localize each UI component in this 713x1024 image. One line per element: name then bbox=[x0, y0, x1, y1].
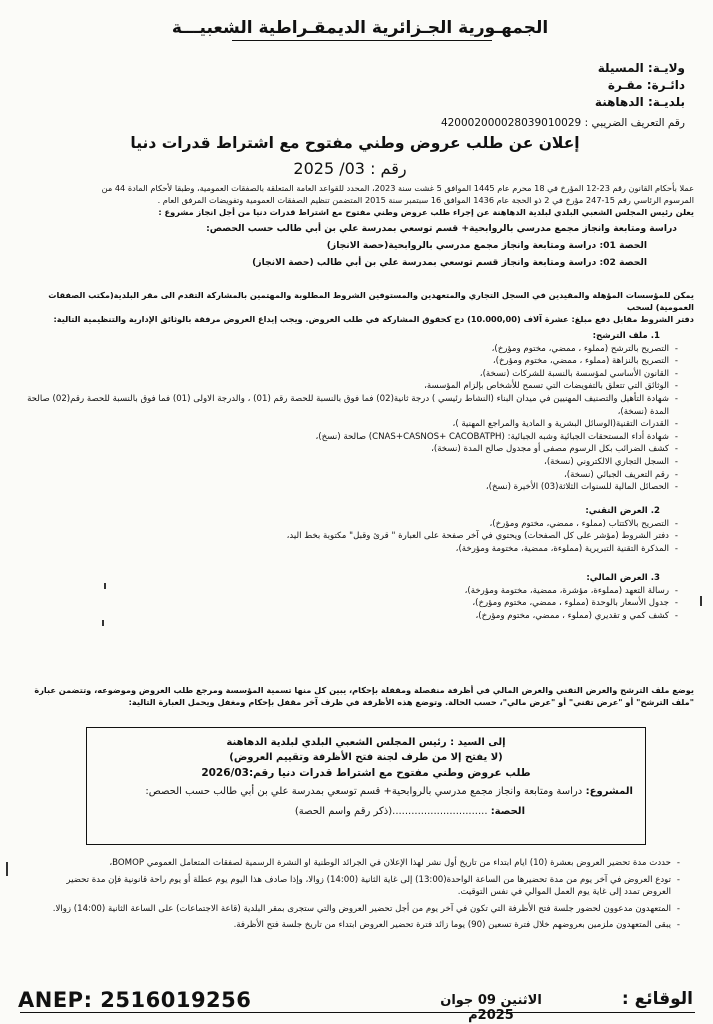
list-item: - الحصائل المالية للسنوات الثلاثة(03) الأخيرة (نسخ)، bbox=[22, 481, 678, 494]
note-item: - حددت مدة تحضير العروض بعشرة (10) ايام ابتداء من تاريخ أول نشر لهذا الإعلان في الجرائد الوطنية او النشرة الرسمية لصفقات المتعامل العمومي BOMOP، bbox=[40, 857, 680, 870]
list-item: - القانون الأساسي لمؤسسة بالنسبة للشركات (نسخة)، bbox=[22, 368, 678, 381]
box-no-open: (لا يفتح إلا من طرف لجنة فتح الأظرفة وتقييم العروض) bbox=[229, 752, 503, 763]
list-item: - المذكرة التقنية التبريرية (مملوءة، ممضية، مختومة ومؤرخة)، bbox=[22, 543, 678, 556]
list-item: - كشف الضرائب بكل الرسوم مصفى أو مجدول صالح المدة (نسخة)، bbox=[22, 443, 678, 456]
project-block bbox=[37, 222, 677, 269]
section-1-title: 1. ملف الترشح: bbox=[592, 331, 660, 341]
republic-title: الجمهـورية الجـزائرية الديمقـراطية الشعبيـــة bbox=[171, 18, 549, 38]
box-lot-line bbox=[87, 803, 645, 821]
intro-paragraph bbox=[22, 182, 694, 218]
list-item: - رقم التعريف الجبائي (نسخة)، bbox=[22, 469, 678, 482]
title-underline bbox=[232, 40, 492, 41]
box-reference: طلب عروض وطني مفتوح مع اشتراط قدرات دنيا رقم:2026/03 bbox=[201, 767, 531, 779]
lot-2: الحصة 02: دراسة ومتابعة وانجاز قسم توسعي بمدرسة علي بن أبي طالب (حصة الانجاز) bbox=[252, 257, 647, 268]
eligibility-line: يمكن للمؤسسات المؤهلة والمقيدين في السجل التجاري والمتعهدين والمستوفين الشروط المطلوبة والمهتمين بالمشاركة التقدم الى مقر البلدية(مكتب الصفقات العمومية) لسحب bbox=[48, 290, 694, 312]
list-item: - التصريح بالترشح (مملوء ، ممضي، مختوم ومؤرخ)، bbox=[22, 343, 678, 356]
scan-mark bbox=[700, 596, 702, 606]
anep-reference: ANEP: 2516019256 bbox=[18, 988, 252, 1012]
scan-mark bbox=[6, 862, 8, 876]
financial-offer-section bbox=[22, 572, 682, 622]
note-item: - المتعهدون مدعوون لحضور جلسة فتح الأظرفة التي تكون في آخر يوم من أجل تحضير العروض والتي ستجرى بمقر البلدية (قاعة الاجتماعات) على الساعة الثانية (14:00) زوالا. bbox=[40, 903, 680, 916]
project-title: دراسة ومتابعة وانجاز مجمع مدرسي بالروابحية+ قسم توسعي بمدرسة علي بن أبي طالب حسب الحصص: bbox=[206, 223, 677, 234]
list-item: - كشف كمي و تقديري (مملوء ، ممضي، مختوم ومؤرخ)، bbox=[22, 610, 678, 623]
list-item: - شهادة التأهيل والتصنيف المهنيين في ميدان البناء (النشاط رئيسي ) درجة ثانية(02) فما فوق بالنسبة للحصة رقم (01) ، والدرجة الاولى (01) فما فوق بالنسبة للحصة رقم(02) صالحة المدة (نسخة)، bbox=[22, 393, 678, 418]
intro-line: المرسوم الرئاسي رقم 15-247 مؤرخ في 2 ذو الحجة عام 1436 الموافق 16 سبتمبر سنة 2015 المتضمن تنظيم الصفقات العمومية وتفويضات المرفق العام . bbox=[157, 195, 694, 205]
footer-rule bbox=[20, 1012, 695, 1013]
eligibility-line: دفتر الشروط مقابل دفع مبلغ: عشرة آلاف (10.000,00) دج كحقوق المشاركة في طلب العروض. ويجب إيداع العروض مرفقة بالوثائق الإدارية والتنظيمية التالية: bbox=[53, 314, 694, 324]
waqai-label: الوقائع : bbox=[621, 989, 693, 1009]
intro-line: عملا بأحكام القانون رقم 23-12 المؤرخ في 18 محرم عام 1445 الموافق 5 غشت سنة 2023، المحدد للقواعد العامة المتعلقة بالصفقات العمومية، وطبقا لأحكام المادة 44 من bbox=[101, 183, 694, 193]
notice-title: إعلان عن طلب عروض وطني مفتوح مع اشتراط قدرات دنيا bbox=[130, 134, 580, 152]
tax-id: رقم التعريف الضريبي : 420002000028039010029 bbox=[440, 117, 685, 129]
commune-label: بلديـة: الدهاهنة bbox=[594, 95, 685, 109]
box-project-label: المشروع: bbox=[585, 786, 633, 797]
note-item: - يبقى المتعهدون ملزمين بعروضهم خلال فترة تسعين (90) يوما زائد فترة تحضير العروض ابتداء من تاريخ جلسة فتح الأظرفة. bbox=[40, 919, 680, 932]
list-item: - دفتر الشروط (مؤشر على كل الصفحات) ويحتوي في آخر صفحة على العبارة " قرئ وقبل" مكتوبة بخط اليد، bbox=[22, 530, 678, 543]
note-item: - تودع العروض في آخر يوم من مدة تحضيرها من الساعة الواحدة(13:00) إلى غاية الثانية (14:00) زوالا، وإذا صادف هذا اليوم يوم عطلة أو يوم راحة قانونية فإن مدة تحضير العروض تمدد إلى غاية يوم العمل الموالي في نفس التوقيت. bbox=[40, 874, 680, 899]
box-lot-label: الحصة: bbox=[490, 806, 525, 817]
technical-offer-section bbox=[22, 505, 682, 555]
notes-section bbox=[40, 857, 680, 932]
candidature-section bbox=[22, 330, 682, 494]
notice-number: رقم : 03/ 2025 bbox=[293, 159, 407, 178]
daira-label: دائـرة: مقـرة bbox=[607, 78, 685, 92]
envelope-label-box bbox=[86, 727, 646, 845]
list-item: - الوثائق التي تتعلق بالتفويضات التي تسمح للأشخاص بإلزام المؤسسة، bbox=[22, 380, 678, 393]
list-item: - رسالة التعهد (مملوءة، مؤشرة، ممضية، مختومة ومؤرخة)، bbox=[22, 585, 678, 598]
list-item: - السجل التجاري الالكتروني (نسخة)، bbox=[22, 456, 678, 469]
section-3-title: 3. العرض المالي: bbox=[586, 573, 660, 583]
list-item: - القدرات التقنية(الوسائل البشرية و المادية والمراجع المهنية )، bbox=[22, 418, 678, 431]
wilaya-label: ولايـة: المسيلة bbox=[597, 61, 685, 75]
section-2-title: 2. العرض التقني: bbox=[585, 506, 660, 516]
envelopes-line: "ملف الترشح" أو "عرض تقني" أو "عرض مالي"، حسب الحالة. وتوضع هذه الأظرفة في ظرف آخر مقفل بإحكام ومغفل ويحمل العبارة التالية: bbox=[128, 697, 694, 707]
eligibility-paragraph bbox=[22, 289, 694, 325]
list-item: - شهادة أداء المستحقات الجبائية وشبه الجبائية: (CNAS+CASNOS+ CACOBATPH) صالحة (نسخ)، bbox=[22, 431, 678, 444]
scan-mark bbox=[102, 620, 104, 626]
envelopes-line: يوضع ملف الترشح والعرض التقني والعرض المالي في أظرفة منفصلة ومقفلة بإحكام، يبين كل منها تسمية المؤسسة ومرجع طلب العروض وموضوعه، وتتضمن عبارة bbox=[34, 685, 694, 695]
list-item: - جدول الأسعار بالوحدة (مملوء ، ممضي، مختوم ومؤرخ)، bbox=[22, 597, 678, 610]
scan-mark bbox=[104, 583, 106, 589]
box-project: دراسة ومتابعة وانجاز مجمع مدرسي بالروابحية+ قسم توسعي بمدرسة علي بن أبي طالب حسب الحصص: bbox=[145, 786, 583, 797]
box-project-line bbox=[87, 781, 645, 803]
lot-1: الحصة 01: دراسة ومتابعة وانجاز مجمع مدرسي بالروابحية(حصة الانجاز) bbox=[326, 240, 647, 251]
envelopes-paragraph bbox=[22, 684, 694, 708]
box-addressee: إلى السيد : رئيس المجلس الشعبي البلدي لبلدية الدهاهنة bbox=[226, 737, 506, 748]
publication-date: الاثنين 09 جوان 2025م bbox=[440, 993, 542, 1023]
list-item: - التصريح بالاكتتاب (مملوء ، ممضي، مختوم ومؤرخ)، bbox=[22, 518, 678, 531]
box-lot-fill: ..............................(ذكر رقم واسم الحصة) bbox=[294, 806, 488, 817]
list-item: - التصريح بالنزاهة (مملوء ، ممضي، مختوم ومؤرخ)، bbox=[22, 355, 678, 368]
intro-line: يعلن رئيس المجلس الشعبي البلدي لبلدية الدهاهنة عن إجراء طلب عروض وطني مفتوح مع اشتراط قدرات دنيا من أجل انجاز مشروع : bbox=[158, 207, 694, 217]
